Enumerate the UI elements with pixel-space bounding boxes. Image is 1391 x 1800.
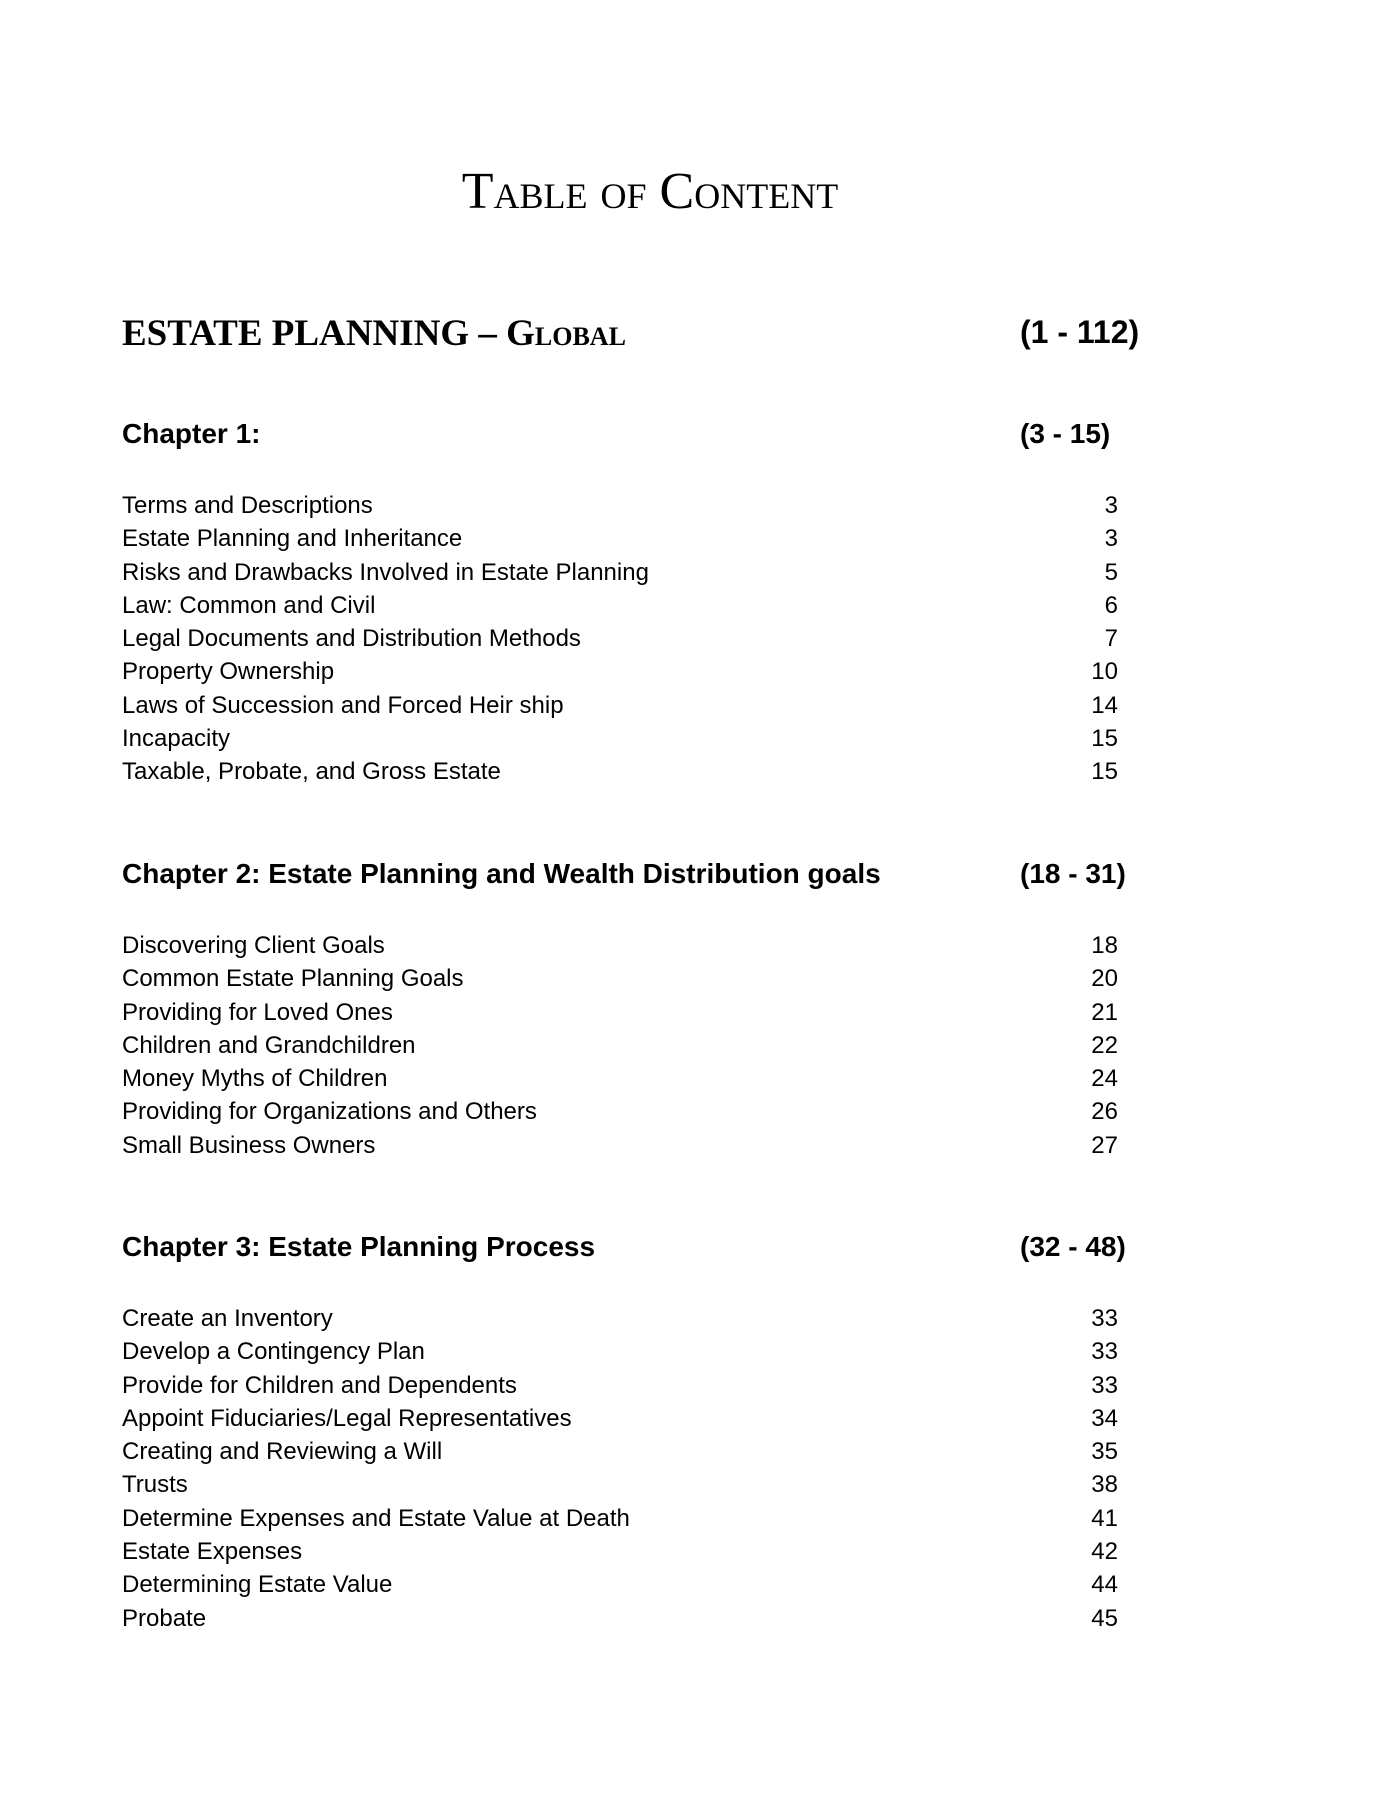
- toc-entry-title: Children and Grandchildren: [122, 1031, 416, 1059]
- chapter-2-entries: [122, 929, 1142, 1162]
- toc-entry[interactable]: [122, 1302, 1142, 1335]
- toc-entry-title: Determine Expenses and Estate Value at Death: [122, 1504, 630, 1532]
- toc-entry-title: Law: Common and Civil: [122, 591, 376, 619]
- toc-entry-page: 7: [1104, 625, 1118, 653]
- toc-entry[interactable]: [122, 556, 1142, 589]
- toc-entry[interactable]: [122, 996, 1142, 1029]
- chapter-heading: [122, 418, 1142, 462]
- toc-entry-page: 5: [1104, 558, 1118, 586]
- toc-entry-title: Money Myths of Children: [122, 1065, 388, 1093]
- book-page-range: (1 - 112): [1020, 314, 1140, 350]
- toc-entry-page: 6: [1104, 591, 1118, 619]
- page-title: Table of Content: [461, 163, 839, 220]
- toc-entry-title: Laws of Succession and Forced Heir ship: [122, 691, 564, 719]
- chapter-heading: [122, 1231, 1142, 1275]
- chapter-title: Chapter 1:: [122, 418, 261, 449]
- toc-entry-page: 3: [1104, 492, 1118, 519]
- toc-entry-title: Common Estate Planning Goals: [122, 965, 464, 993]
- toc-entry-title: Creating and Reviewing a Will: [122, 1438, 443, 1466]
- toc-entry[interactable]: [122, 522, 1142, 555]
- toc-entry-title: Taxable, Probate, and Gross Estate: [122, 758, 501, 786]
- toc-entry[interactable]: [122, 489, 1142, 522]
- chapter-1: [122, 418, 1142, 786]
- toc-entry[interactable]: [122, 589, 1142, 622]
- chapter-3: [122, 1231, 1142, 1632]
- toc-entry-page: 22: [1091, 1031, 1118, 1059]
- toc-entry-page: 15: [1091, 725, 1118, 753]
- toc-entry-page: 18: [1091, 932, 1118, 959]
- book-heading: [122, 312, 1142, 362]
- book-title-main: ESTATE PLANNING –: [122, 313, 507, 354]
- toc-entry-page: 3: [1104, 525, 1118, 553]
- toc-entry-page: 41: [1091, 1504, 1118, 1532]
- toc-entry[interactable]: [122, 1095, 1142, 1128]
- chapter-title: Chapter 2: Estate Planning and Wealth Distribution goals: [122, 858, 881, 889]
- toc-entry-page: 34: [1091, 1404, 1118, 1432]
- toc-entry-title: Terms and Descriptions: [122, 492, 373, 519]
- toc-entry-title: Legal Documents and Distribution Methods: [122, 625, 581, 653]
- toc-entry-title: Determining Estate Value: [122, 1571, 393, 1599]
- toc-entry-title: Incapacity: [122, 725, 231, 753]
- toc-entry[interactable]: [122, 722, 1142, 755]
- chapter-page-range: (3 - 15): [1020, 418, 1111, 449]
- toc-entry[interactable]: [122, 755, 1142, 788]
- toc-entry[interactable]: [122, 962, 1142, 995]
- toc-entry-title: Small Business Owners: [122, 1131, 376, 1159]
- book-title-sub: Global: [506, 313, 626, 354]
- toc-entry-page: 10: [1091, 658, 1118, 686]
- toc-entry-title: Discovering Client Goals: [122, 932, 385, 959]
- toc-entry[interactable]: [122, 1568, 1142, 1601]
- chapter-heading: [122, 858, 1142, 902]
- toc-entry-page: 33: [1091, 1371, 1118, 1399]
- toc-entry[interactable]: [122, 655, 1142, 688]
- chapter-2: [122, 858, 1142, 1159]
- toc-entry[interactable]: [122, 1129, 1142, 1162]
- toc-entry-title: Property Ownership: [122, 658, 335, 686]
- toc-entry[interactable]: [122, 1029, 1142, 1062]
- toc-entry-title: Develop a Contingency Plan: [122, 1338, 425, 1366]
- toc-entry-title: Risks and Drawbacks Involved in Estate Planning: [122, 558, 649, 586]
- toc-entry-title: Providing for Organizations and Others: [122, 1098, 537, 1126]
- chapter-page-range: (18 - 31): [1020, 858, 1126, 889]
- toc-entry-title: Providing for Loved Ones: [122, 998, 393, 1026]
- toc-entry[interactable]: [122, 1435, 1142, 1468]
- toc-entry-page: 14: [1091, 691, 1118, 719]
- toc-entry-page: 33: [1091, 1338, 1118, 1366]
- toc-entry[interactable]: [122, 1602, 1142, 1635]
- toc-entry-page: 27: [1091, 1131, 1118, 1159]
- toc-entry-page: 33: [1091, 1305, 1118, 1332]
- toc-entry[interactable]: [122, 1402, 1142, 1435]
- chapter-title: Chapter 3: Estate Planning Process: [122, 1231, 596, 1262]
- toc-entry[interactable]: [122, 1369, 1142, 1402]
- toc-entry[interactable]: [122, 1335, 1142, 1368]
- toc-entry[interactable]: [122, 1062, 1142, 1095]
- book-title: [122, 312, 626, 355]
- chapter-3-entries: [122, 1302, 1142, 1635]
- toc-entry[interactable]: [122, 622, 1142, 655]
- toc-entry-page: 21: [1091, 998, 1118, 1026]
- toc-entry-page: 20: [1091, 965, 1118, 993]
- chapter-1-entries: [122, 489, 1142, 789]
- toc-entry-page: 15: [1091, 758, 1118, 786]
- toc-entry-page: 44: [1091, 1571, 1118, 1599]
- toc-entry-page: 42: [1091, 1538, 1118, 1566]
- toc-entry-title: Provide for Children and Dependents: [122, 1371, 517, 1399]
- toc-entry-title: Appoint Fiduciaries/Legal Representatives: [122, 1404, 572, 1432]
- chapter-page-range: (32 - 48): [1020, 1231, 1126, 1262]
- toc-entry-page: 38: [1091, 1471, 1118, 1499]
- toc-entry-title: Estate Expenses: [122, 1538, 303, 1566]
- toc-entry-page: 45: [1091, 1604, 1118, 1632]
- toc-entry[interactable]: [122, 1502, 1142, 1535]
- toc-entry-page: 24: [1091, 1065, 1118, 1093]
- toc-entry-title: Trusts: [122, 1471, 188, 1499]
- toc-entry-page: 26: [1091, 1098, 1118, 1126]
- toc-entry-title: Probate: [122, 1604, 207, 1632]
- toc-entry[interactable]: [122, 929, 1142, 962]
- toc-entry-page: 35: [1091, 1438, 1118, 1466]
- toc-entry-title: Estate Planning and Inheritance: [122, 525, 463, 553]
- toc-entry[interactable]: [122, 1468, 1142, 1501]
- toc-entry[interactable]: [122, 689, 1142, 722]
- toc-entry-title: Create an Inventory: [122, 1305, 333, 1332]
- toc-entry[interactable]: [122, 1535, 1142, 1568]
